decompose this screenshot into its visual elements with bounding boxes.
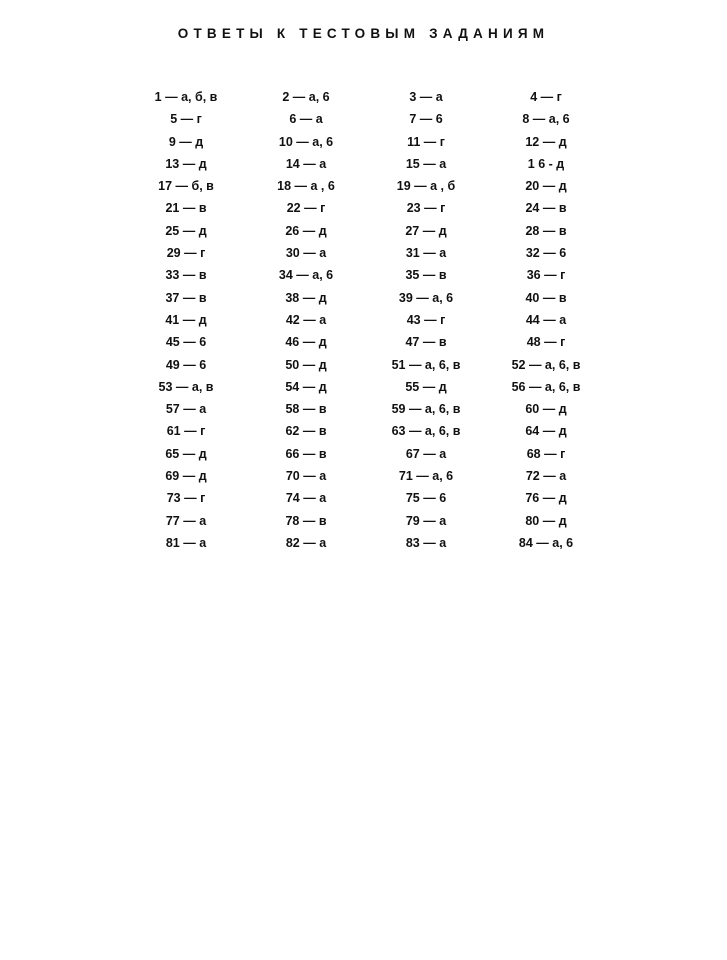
answer-item: 23 — г: [406, 201, 446, 216]
answer-item: 52 — а, 6, в: [511, 357, 581, 372]
answer-item: 11 — г: [407, 134, 445, 149]
answer-item: 50 — д: [285, 357, 327, 372]
answer-item: 49 — 6: [165, 357, 207, 372]
answer-item: 12 — д: [525, 134, 567, 149]
answer-item: 64 — д: [525, 424, 567, 439]
answer-item: 14 — а: [285, 156, 327, 171]
answer-item: 57 — а: [165, 402, 207, 417]
answer-item: 53 — а, в: [158, 379, 214, 394]
answer-item: 27 — д: [405, 223, 447, 238]
answer-item: 83 — а: [405, 535, 447, 550]
answer-item: 24 — в: [525, 201, 567, 216]
answer-item: 51 — а, 6, в: [391, 357, 461, 372]
answer-item: 62 — в: [285, 424, 327, 439]
answer-item: 33 — в: [165, 268, 207, 283]
answer-item: 69 — д: [165, 469, 207, 484]
answer-item: 46 — д: [285, 335, 327, 350]
answer-item: 55 — д: [405, 379, 447, 394]
answer-item: 36 — г: [526, 268, 566, 283]
answer-item: 21 — в: [165, 201, 207, 216]
answer-item: 76 — д: [525, 491, 567, 506]
answer-item: 70 — а: [285, 469, 327, 484]
answer-item: 1 6 - д: [527, 156, 565, 171]
answer-item: 82 — а: [285, 535, 327, 550]
answer-item: 26 — д: [285, 223, 327, 238]
answer-item: 74 — а: [285, 491, 327, 506]
answer-item: 35 — в: [405, 268, 447, 283]
answer-item: 20 — д: [525, 179, 567, 194]
answer-item: 32 — 6: [525, 246, 567, 261]
answer-item: 58 — в: [285, 402, 327, 417]
answer-item: 13 — д: [165, 156, 207, 171]
answer-item: 54 — д: [285, 379, 327, 394]
answer-item: 61 — г: [166, 424, 206, 439]
answer-item: 42 — а: [285, 312, 327, 327]
answer-item: 7 — 6: [409, 112, 443, 127]
answer-item: 47 — в: [405, 335, 447, 350]
answer-item: 59 — а, 6, в: [391, 402, 461, 417]
answer-item: 71 — а, 6: [398, 469, 454, 484]
answer-item: 25 — д: [165, 223, 207, 238]
answer-item: 72 — а: [525, 469, 567, 484]
answer-item: 29 — г: [166, 246, 206, 261]
answer-item: 77 — а: [165, 513, 207, 528]
answer-item: 73 — г: [166, 491, 206, 506]
answer-item: 38 — д: [285, 290, 327, 305]
answer-item: 34 — а, 6: [278, 268, 334, 283]
answer-item: 75 — 6: [405, 491, 447, 506]
answer-item: 4 — г: [530, 90, 562, 104]
answer-item: 1 — а, б, в: [154, 90, 218, 104]
answer-item: 3 — а: [409, 90, 443, 104]
answer-item: 80 — д: [525, 513, 567, 528]
answer-item: 60 — д: [525, 402, 567, 417]
answer-item: 63 — а, 6, в: [391, 424, 461, 439]
answer-item: 78 — в: [285, 513, 327, 528]
answer-item: 8 — а, 6: [522, 112, 570, 127]
answer-item: 5 — г: [170, 112, 202, 127]
answer-item: 10 — а, 6: [278, 134, 334, 149]
answer-item: 67 — а: [405, 446, 447, 461]
answer-item: 17 — б, в: [158, 179, 214, 194]
answer-item: 81 — а: [165, 535, 207, 550]
answer-item: 79 — а: [405, 513, 447, 528]
answer-item: 40 — в: [525, 290, 567, 305]
answer-item: 66 — в: [285, 446, 327, 461]
answer-item: 18 — а , 6: [277, 179, 335, 194]
answer-item: 2 — а, 6: [282, 90, 330, 104]
answer-item: 30 — а: [285, 246, 327, 261]
answer-item: 9 — д: [168, 134, 204, 149]
answer-item: 56 — а, 6, в: [511, 379, 581, 394]
answer-item: 84 — а, 6: [518, 535, 574, 550]
answer-item: 45 — 6: [165, 335, 207, 350]
answer-item: 22 — г: [286, 201, 326, 216]
answer-item: 6 — а: [289, 112, 323, 127]
answer-item: 68 — г: [526, 446, 566, 461]
answer-item: 28 — в: [525, 223, 567, 238]
answer-item: 37 — в: [165, 290, 207, 305]
answer-item: 39 — а, 6: [398, 290, 454, 305]
answers-grid: [126, 86, 606, 554]
answer-item: 19 — а , б: [396, 179, 456, 194]
answer-item: 31 — а: [405, 246, 447, 261]
page-title: ОТВЕТЫ К ТЕСТОВЫМ ЗАДАНИЯМ: [177, 26, 550, 41]
answer-item: 43 — г: [406, 312, 446, 327]
answer-item: 44 — а: [525, 312, 567, 327]
answer-item: 65 — д: [165, 446, 207, 461]
answer-item: 15 — а: [405, 156, 447, 171]
answer-item: 48 — г: [526, 335, 566, 350]
answer-item: 41 — д: [165, 312, 207, 327]
